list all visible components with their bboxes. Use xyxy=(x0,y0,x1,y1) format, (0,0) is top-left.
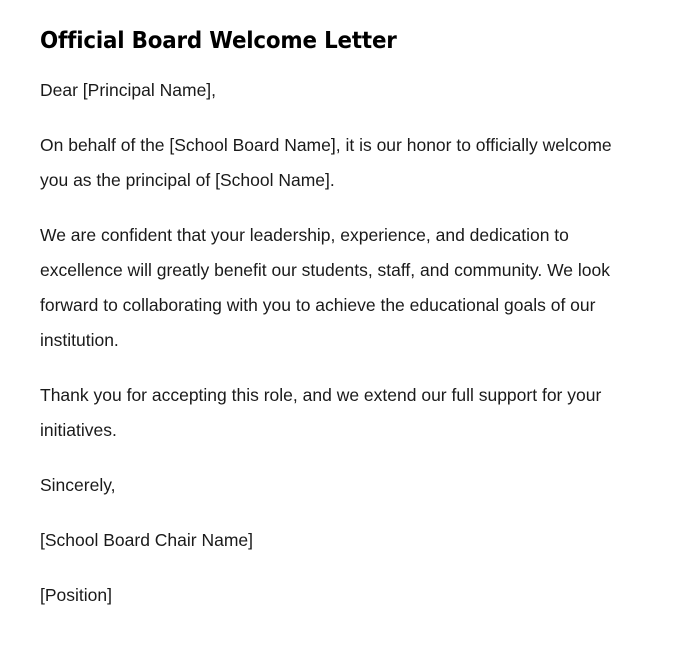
thanks-paragraph: Thank you for accepting this role, and we extend our full support for your initiatives. xyxy=(40,385,602,440)
letter-body xyxy=(40,73,640,613)
salutation-paragraph: Dear [Principal Name], xyxy=(40,80,217,100)
signature-name: [School Board Chair Name] xyxy=(40,530,254,550)
welcome-paragraph: On behalf of the [School Board Name], it is our honor to officially welcome you as the principal of [School Name]. xyxy=(40,135,612,190)
confidence-paragraph: We are confident that your leadership, experience, and dedication to excellence will greatly benefit our students, staff, and community. We look forward to collaborating with you to achieve the educational goals of our institution. xyxy=(40,225,611,350)
page-title: Official Board Welcome Letter xyxy=(40,28,397,54)
closing-paragraph: Sincerely, xyxy=(40,475,116,495)
signature-position: [Position] xyxy=(40,585,112,605)
